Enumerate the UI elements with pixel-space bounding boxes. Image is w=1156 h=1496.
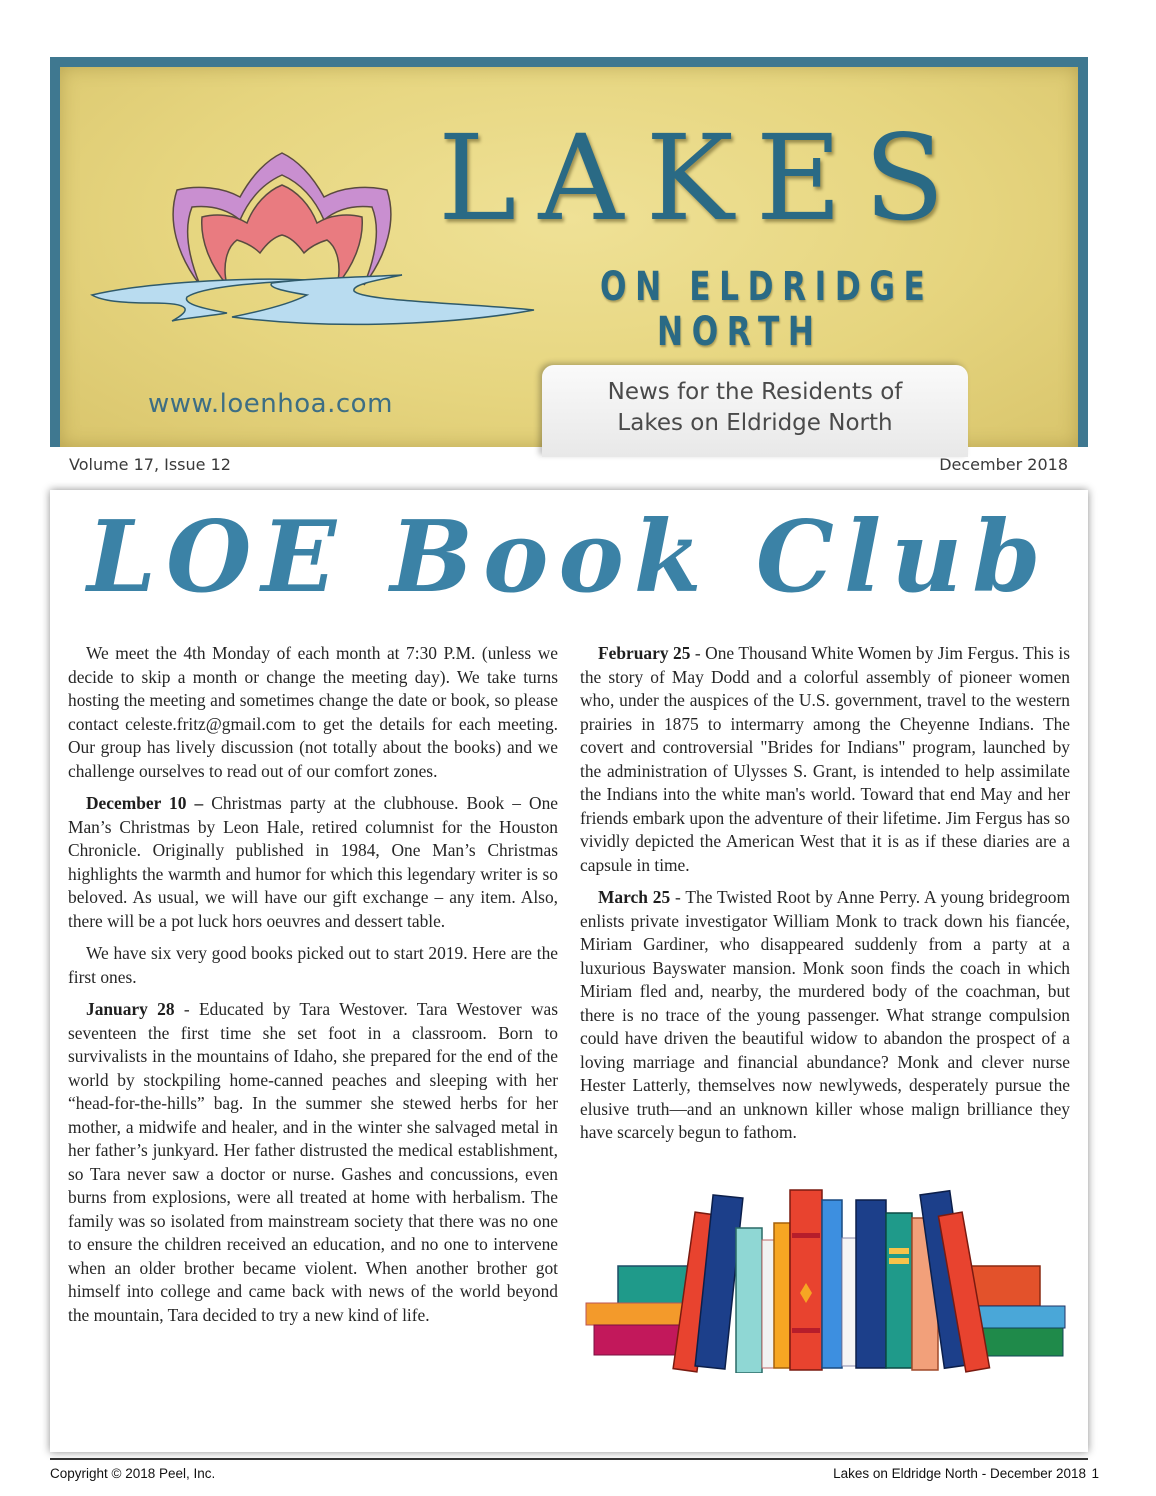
tagline-line2: Lakes on Eldridge North: [617, 410, 893, 436]
paragraph-lead: February 25: [598, 643, 691, 663]
paragraph-2019: [68, 942, 558, 989]
article-title: LOE Book Club: [87, 500, 1051, 615]
website-link[interactable]: www.loenhoa.com: [148, 389, 393, 419]
issue-volume: Volume 17, Issue 12: [69, 455, 231, 474]
footer-copyright: Copyright © 2018 Peel, Inc.: [50, 1466, 216, 1481]
masthead-subtitle-line2: NORTH: [657, 309, 823, 355]
paragraph-text: - Educated by Tara Westover. Tara Westover was seventeen the first time she set foot in a classroom. Born to survivalists in the mountains of Idaho, she prepared for the end of the world by stockpiling home-canned peaches and sleeping with her “head-for-the-hills” bag. In the summer she stewed herbs for her mother, a midwife and healer, and in the winter she salvaged metal in her father’s junkyard. Her father distrusted the medical establishment, so Tara never saw a doctor or nurse. Gashes and concussions, even burns from explosions, were all treated at home with herbalism. The family was so isolated from mainstream society that there was no one to ensure the children received an education, and no one to intervene when an older brother became violent. When another brother got himself into college and came back with news of the world beyond the mountain, Tara decided to try a new kind of life.: [68, 999, 558, 1325]
paragraph-text: We have six very good books picked out to start 2019. Here are the first ones.: [68, 943, 558, 987]
paragraph-lead: January 28: [86, 999, 175, 1019]
masthead-background: [60, 67, 1078, 447]
masthead-tagline: [542, 365, 968, 457]
paragraph-february: [580, 642, 1070, 877]
right-column: [580, 642, 1070, 1154]
books-row-illustration: [580, 1178, 1070, 1373]
masthead-title: LAKES: [438, 109, 967, 247]
paragraph-text: Christmas party at the clubhouse. Book – One Man’s Christmas by Leon Hale, retired columnist for the Houston Chronicle. Originally published in 1984, One Man’s Christmas highlights the warmth and humor for which this legendary writer is so beloved. As usual, we will have our gift exchange – any item. Also, there will be a pot luck hors oeuvres and dessert table.: [68, 793, 558, 931]
article-card: [50, 490, 1088, 1452]
paragraph-january: [68, 998, 558, 1327]
paragraph-text: We meet the 4th Monday of each month at 7:30 P.M. (unless we decide to skip a month or change the meeting day). We take turns hosting the meeting and sometimes change the date or book, so please contact celeste.fritz@gmail.com to get the details for each meeting. Our group has lively discussion (not totally about the books) and we challenge ourselves to read out of our comfort zones.: [68, 643, 558, 781]
tagline-line1: News for the Residents of: [607, 379, 903, 405]
masthead-subtitle-line1: ON ELDRIDGE: [600, 264, 934, 310]
masthead-banner: [50, 57, 1088, 447]
paragraph-text: - The Twisted Root by Anne Perry. A young bridegroom enlists private investigator William Monk to track down his fiancée, Miriam Gardiner, who disappeared suddenly from a party at a luxurious Bayswater mansion. Monk soon finds the coach in which Miriam fled and, nearby, the murdered body of the coachman, but there is no trace of the young passenger. What strange compulsion could have driven the beautiful widow to abandon the prospect of a loving marriage and financial abundance? Monk and clever nurse Hester Latterly, themselves now newlyweds, desperately pursue the elusive truth—and an unknown killer whose malign brilliance they have scarcely begun to fathom.: [580, 887, 1070, 1142]
paragraph-lead: March 25: [598, 887, 671, 907]
paragraph-intro: [68, 642, 558, 783]
paragraph-december: [68, 792, 558, 933]
footer-divider: [50, 1458, 1088, 1460]
paragraph-text: - One Thousand White Women by Jim Fergus. This is the story of May Dodd and a colorful assembly of pioneer women who, under the auspices of the U.S. government, travel to the western prairies in 1875 to intermarry among the Cheyenne Indians. The covert and controversial "Brides for Indians" program, launched by the administration of Ulysses S. Grant, is intended to help assimilate the Indians into the white man's world. Toward that end May and her friends embark upon the adventure of their lifetime. Jim Fergus has so vividly depicted the American West that it is as if these diaries are a capsule in time.: [580, 643, 1070, 875]
footer-publication: Lakes on Eldridge North - December 2018: [833, 1466, 1086, 1481]
footer-page-number: 1: [1091, 1466, 1099, 1481]
paragraph-lead: December 10 –: [86, 793, 204, 813]
paragraph-march: [580, 886, 1070, 1145]
left-column: [68, 642, 558, 1336]
issue-date: December 2018: [939, 455, 1068, 474]
